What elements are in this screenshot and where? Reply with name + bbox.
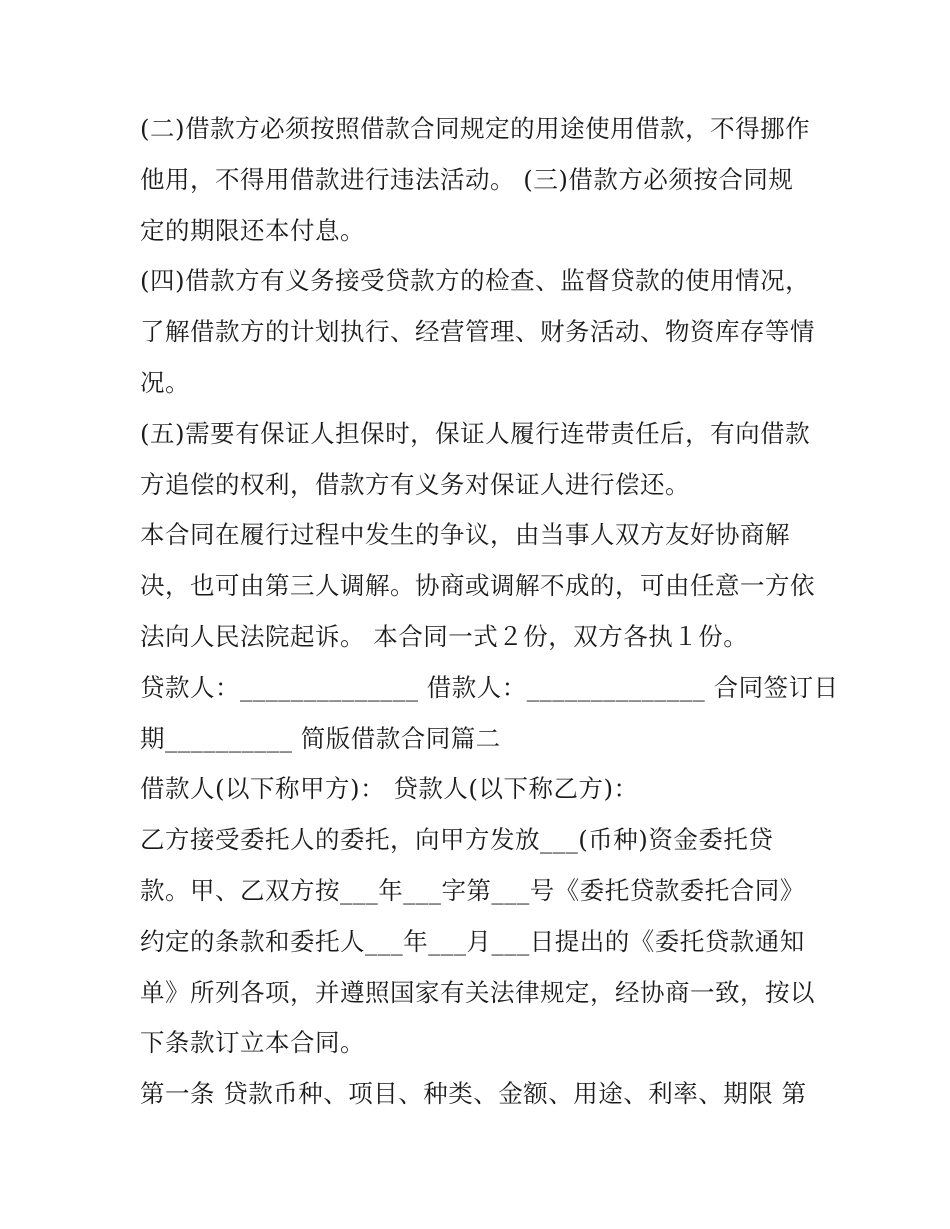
text-line: 本合同在履行过程中发生的争议，由当事人双方友好协商解 (140, 520, 790, 550)
document-body (140, 104, 839, 1120)
text-line: 了解借款方的计划执行、经营管理、财务活动、物资库存等情 (140, 317, 815, 347)
text-line: 定的期限还本付息。 (140, 215, 365, 245)
text-line: 款。甲、乙双方按___年___字第___号《委托贷款委托合同》 (140, 875, 805, 905)
text-line: 期__________ 简版借款合同篇二 (140, 723, 501, 753)
text-line: (四)借款方有义务接受贷款方的检查、监督贷款的使用情况， (140, 266, 811, 296)
text-line: 乙方接受委托人的委托，向甲方发放___(币种)资金委托贷 (140, 825, 774, 855)
signature-line: 贷款人：______________ 借款人：______________ 合同签订日 (140, 672, 839, 702)
text-line: 下条款订立本合同。 (140, 1028, 365, 1058)
text-line: 决，也可由第三人调解。协商或调解不成的，可由任意一方依 (140, 571, 815, 601)
text-line: (五)需要有保证人担保时，保证人履行连带责任后，有向借款 (140, 418, 811, 448)
parties-line: 借款人(以下称甲方)： 贷款人(以下称乙方)： (140, 774, 639, 804)
text-line: 况。 (140, 367, 190, 397)
text-line: 方追偿的权利，借款方有义务对保证人进行偿还。 (140, 469, 690, 499)
text-line: 法向人民法院起诉。 本合同一式２份，双方各执１份。 (140, 621, 749, 651)
text-line: 单》所列各项，并遵照国家有关法律规定，经协商一致，按以 (140, 977, 815, 1007)
text-line: 约定的条款和委托人___年___月___日提出的《委托贷款通知 (140, 926, 805, 956)
text-line: 他用，不得用借款进行违法活动。 (三)借款方必须按合同规 (140, 164, 794, 194)
text-line: 第一条 贷款币种、项目、种类、金额、用途、利率、期限 第 (140, 1079, 807, 1109)
text-line: (二)借款方必须按照借款合同规定的用途使用借款，不得挪作 (140, 114, 811, 143)
